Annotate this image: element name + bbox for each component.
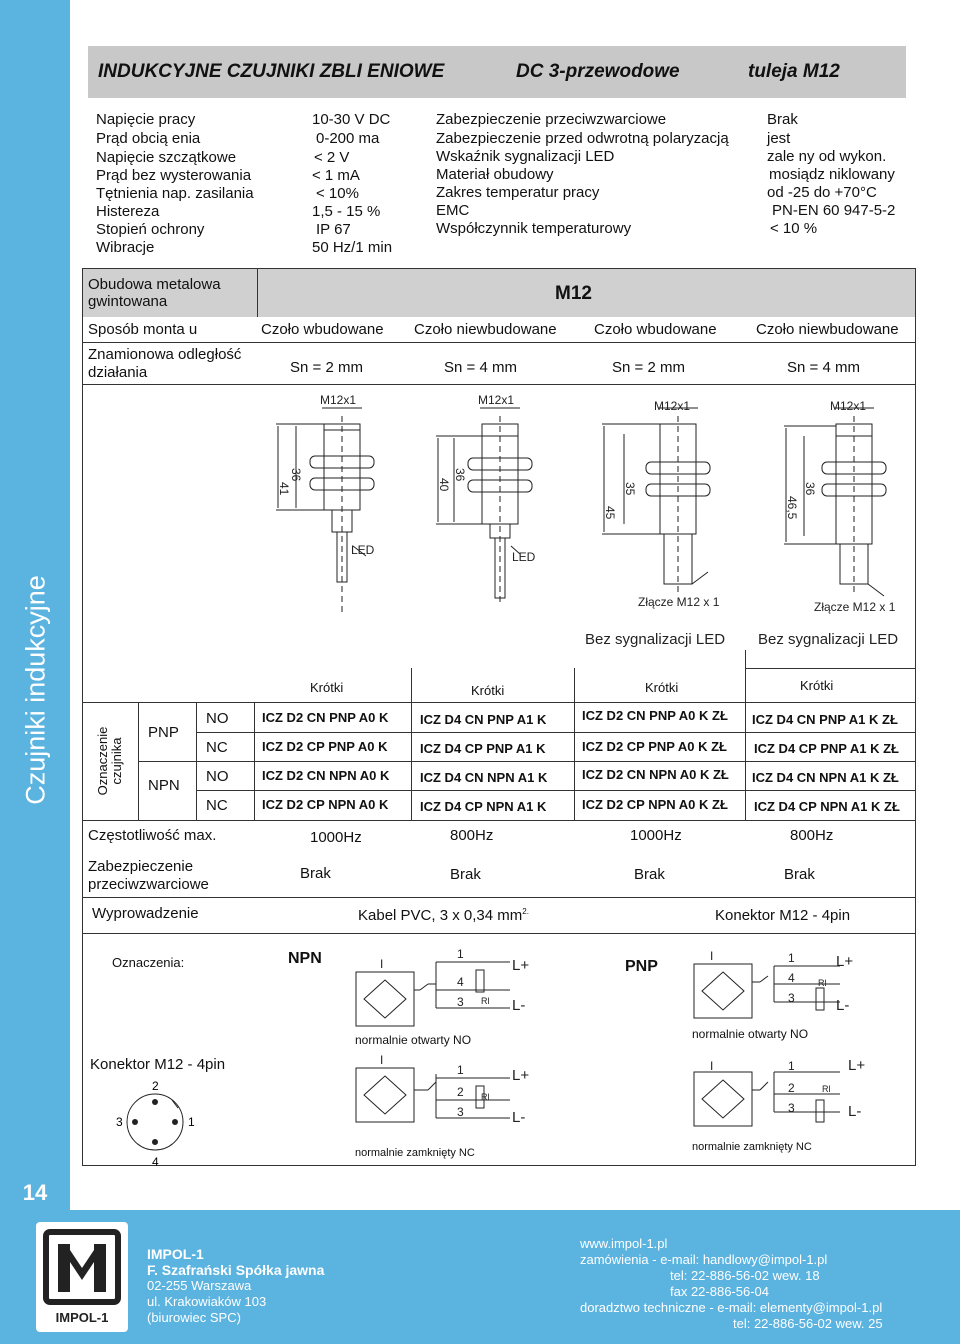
pin-label: 3 xyxy=(788,991,795,1005)
orders-email[interactable]: zamówienia - e-mail: handlowy@impol-1.pl xyxy=(580,1252,828,1267)
divider xyxy=(83,933,915,934)
product-code: ICZ D2 CP PNP A0 K xyxy=(262,739,388,754)
mounting-value: Czoło wbudowane xyxy=(594,321,717,338)
pin-label: 1 xyxy=(457,947,464,961)
spec-value: 1,5 - 15 % xyxy=(312,203,381,220)
mounting-label: Sposób monta u xyxy=(88,321,198,338)
divider xyxy=(83,897,915,898)
product-code: ICZ D2 CN NPN A0 K xyxy=(262,768,390,783)
dim-label: 45 xyxy=(603,506,617,520)
title-bar xyxy=(88,46,906,98)
range-value: Sn = 2 mm xyxy=(612,359,685,376)
pin-number: 4 xyxy=(152,1155,159,1169)
npn-label: NPN xyxy=(148,777,180,794)
connector-note: Złącze M12 x 1 xyxy=(814,600,896,614)
divider xyxy=(196,790,915,791)
company-logo xyxy=(36,1222,128,1332)
mounting-value: Czoło wbudowane xyxy=(261,321,384,338)
diagram-label-i: I xyxy=(710,1059,714,1073)
divider xyxy=(745,668,915,669)
short-label: Krótki xyxy=(800,678,834,693)
short-label: Krótki xyxy=(471,683,505,698)
product-code: ICZ D4 CN PNP A1 K xyxy=(420,712,547,727)
diagram-label-i: I xyxy=(380,1053,384,1067)
pin-label: 1 xyxy=(788,951,795,965)
divider xyxy=(83,342,915,343)
spec-value: 0-200 ma xyxy=(316,130,380,147)
advice-email[interactable]: doradztwo techniczne - e-mail: elementy@impol-1.pl xyxy=(580,1300,883,1315)
product-code: ICZ D4 CN NPN A1 K ZŁ xyxy=(752,770,899,785)
connector-label: Konektor M12 - 4pin xyxy=(90,1056,226,1073)
divider xyxy=(745,650,746,820)
company-street: ul. Krakowiaków 103 xyxy=(147,1294,267,1309)
spec-value: PN-EN 60 947-5-2 xyxy=(772,202,896,219)
rl-label: Rl xyxy=(822,1084,831,1094)
short-label: Krótki xyxy=(310,680,344,695)
designation-label xyxy=(84,704,136,818)
company-name: IMPOL-1 xyxy=(147,1246,204,1262)
connector-note: Złącze M12 x 1 xyxy=(638,595,720,609)
freq-value: 1000Hz xyxy=(630,827,682,844)
lead-cable-sup: 2. xyxy=(522,907,529,916)
pnp-nc-diagram xyxy=(694,1072,840,1126)
divider xyxy=(196,732,915,733)
company-full-name: F. Szafrański Spółka jawna xyxy=(147,1262,325,1278)
protection-value: Brak xyxy=(300,865,331,882)
led-label: LED xyxy=(351,543,375,557)
npn-no-diagram xyxy=(356,962,510,1026)
nc-caption: normalnie zamknięty NC xyxy=(692,1141,812,1153)
diagram-label-i: I xyxy=(710,949,714,963)
pin-number: 1 xyxy=(188,1115,195,1129)
spec-value: < 10% xyxy=(316,185,359,202)
spec-label: Wibracje xyxy=(96,239,155,256)
freq-label: Częstotliwość max. xyxy=(88,827,217,844)
dim-label: 35 xyxy=(623,482,637,496)
page-subtitle: DC 3-przewodowe xyxy=(516,61,680,82)
freq-value: 1000Hz xyxy=(310,829,362,846)
no-label: NO xyxy=(206,710,229,727)
lminus-label: L- xyxy=(512,997,526,1014)
protection-value: Brak xyxy=(450,866,481,883)
led-label: LED xyxy=(512,550,536,564)
nc-caption: normalnie zamknięty NC xyxy=(355,1147,475,1159)
spec-label: EMC xyxy=(436,202,470,219)
product-code: ICZ D2 CN NPN A0 K ZŁ xyxy=(582,767,729,782)
no-caption: normalnie otwarty NO xyxy=(355,1033,472,1047)
spec-label: Współczynnik temperaturowy xyxy=(436,220,632,237)
range-value: Sn = 4 mm xyxy=(787,359,860,376)
company-building: (biurowiec SPC) xyxy=(147,1310,241,1325)
freq-value: 800Hz xyxy=(790,827,834,844)
spec-label: Zabezpieczenie przed odwrotną polaryzacją xyxy=(436,130,729,147)
rl-label: Rl xyxy=(818,978,827,988)
range-label: Znamionowa odległość działania xyxy=(88,346,242,381)
protection-label: Zabezpieczenie przeciwzwarciowe xyxy=(88,858,209,893)
no-label: NO xyxy=(206,768,229,785)
divider xyxy=(83,702,915,703)
spec-value: < 1 mA xyxy=(312,167,360,184)
company-postcode: 02-255 Warszawa xyxy=(147,1278,252,1293)
divider xyxy=(83,820,915,821)
orders-phone: tel: 22-886-56-02 wew. 18 xyxy=(670,1268,820,1283)
short-label: Krótki xyxy=(645,680,679,695)
thread-label: M12x1 xyxy=(320,393,357,407)
lminus-label: L- xyxy=(512,1109,526,1126)
spec-value: 10-30 V DC xyxy=(312,111,391,128)
lplus-label: L+ xyxy=(512,957,530,974)
connector-pinout xyxy=(110,1078,210,1170)
nc-label: NC xyxy=(206,739,228,756)
pin-number: 2 xyxy=(152,1079,159,1093)
product-code: ICZ D4 CN PNP A1 K ZŁ xyxy=(752,712,898,727)
pnp-no-diagram xyxy=(694,964,840,1018)
no-led-note: Bez sygnalizacji LED xyxy=(585,631,726,648)
spec-value: < 10 % xyxy=(770,220,818,237)
spec-value: IP 67 xyxy=(316,221,351,238)
size-label: M12 xyxy=(555,283,592,304)
spec-value: Brak xyxy=(767,111,798,128)
spec-label: Napięcie pracy xyxy=(96,111,196,128)
no-led-note: Bez sygnalizacji LED xyxy=(758,631,899,648)
nc-label: NC xyxy=(206,797,228,814)
pnp-title: PNP xyxy=(625,958,658,975)
spec-label: Napięcie szczątkowe xyxy=(96,149,237,166)
product-code: ICZ D4 CP NPN A1 K xyxy=(420,799,547,814)
lead-label: Wyprowadzenie xyxy=(92,905,199,922)
page-number: 14 xyxy=(22,1180,48,1205)
spec-label: Tętnienia nap. zasilania xyxy=(96,185,254,202)
dim-label: 46,5 xyxy=(785,496,799,520)
lead-connector: Konektor M12 - 4pin xyxy=(715,907,851,924)
divider xyxy=(83,384,915,385)
page-title: INDUKCYJNE CZUJNIKI ZBLI ENIOWE xyxy=(98,61,445,82)
thread-label: M12x1 xyxy=(830,399,867,413)
range-value: Sn = 4 mm xyxy=(444,359,517,376)
dim-label: 40 xyxy=(437,478,451,492)
sensor-drawing-2 xyxy=(436,408,532,606)
housing-label: Obudowa metalowa gwintowana xyxy=(88,276,221,310)
freq-value: 800Hz xyxy=(450,827,494,844)
spec-label: Histereza xyxy=(96,203,160,220)
product-code: ICZ D4 CN NPN A1 K xyxy=(420,770,548,785)
divider xyxy=(411,668,412,820)
lminus-label: L- xyxy=(848,1103,862,1120)
designation-label-text: Oznaczenie czujnika xyxy=(95,726,124,796)
dim-label: 41 xyxy=(277,482,291,496)
logo-text: IMPOL-1 xyxy=(55,1310,109,1325)
mounting-value: Czoło niewbudowane xyxy=(414,321,557,338)
range-value: Sn = 2 mm xyxy=(290,359,363,376)
sensor-drawing-1 xyxy=(276,408,374,616)
pin-label: 1 xyxy=(788,1059,795,1073)
rl-label: Rl xyxy=(481,996,490,1006)
pin-label: 4 xyxy=(788,971,795,985)
spec-value: 50 Hz/1 min xyxy=(312,239,393,256)
no-caption: normalnie otwarty NO xyxy=(692,1027,809,1041)
pin-label: 2 xyxy=(788,1081,795,1095)
pin-number: 3 xyxy=(116,1115,123,1129)
product-code: ICZ D2 CP NPN A0 K xyxy=(262,797,389,812)
product-code: ICZ D2 CP NPN A0 K ZŁ xyxy=(582,797,728,812)
protection-value: Brak xyxy=(784,866,815,883)
pin-label: 4 xyxy=(457,975,464,989)
spec-value: od -25 do +70°C xyxy=(767,184,877,201)
thread-label: M12x1 xyxy=(478,393,515,407)
spec-value: zale ny od wykon. xyxy=(767,148,887,165)
website-link[interactable]: www.impol-1.pl xyxy=(580,1236,668,1251)
rl-label: Rl xyxy=(481,1092,490,1102)
diagram-label-i: I xyxy=(380,957,384,971)
spec-label: Zabezpieczenie przeciwzwarciowe xyxy=(436,111,667,128)
product-code: ICZ D2 CP PNP A0 K ZŁ xyxy=(582,739,727,754)
logo-icon xyxy=(36,1222,128,1332)
product-code: ICZ D4 CP NPN A1 K ZŁ xyxy=(754,799,900,814)
pnp-label: PNP xyxy=(148,724,179,741)
protection-value: Brak xyxy=(634,866,665,883)
divider xyxy=(138,761,915,762)
dim-label: 36 xyxy=(803,482,817,496)
divider xyxy=(574,668,575,820)
product-code: ICZ D2 CN PNP A0 K xyxy=(262,710,389,725)
pin-label: 2 xyxy=(457,1085,464,1099)
spec-label: Prąd obcią enia xyxy=(96,130,201,147)
lminus-label: L- xyxy=(836,997,850,1014)
dim-label: 36 xyxy=(289,468,303,482)
spec-value: jest xyxy=(767,130,791,147)
lead-cable-text: Kabel PVC, 3 x 0,34 mm xyxy=(358,907,523,924)
mounting-value: Czoło niewbudowane xyxy=(756,321,899,338)
page-variant: tuleja M12 xyxy=(748,61,840,82)
legend-label: Oznaczenia: xyxy=(112,955,185,970)
thread-label: M12x1 xyxy=(654,399,691,413)
lplus-label: L+ xyxy=(512,1067,530,1084)
pin-label: 3 xyxy=(788,1101,795,1115)
divider xyxy=(257,269,258,317)
spec-label: Stopień ochrony xyxy=(96,221,205,238)
spec-label: Zakres temperatur pracy xyxy=(436,184,600,201)
product-code: ICZ D4 CP PNP A1 K xyxy=(420,741,546,756)
fax-number: fax 22-886-56-04 xyxy=(670,1284,770,1299)
spec-value: mosiądz niklowany xyxy=(769,166,895,183)
sensor-drawings xyxy=(258,386,918,660)
npn-title: NPN xyxy=(288,950,322,967)
pin-label: 3 xyxy=(457,995,464,1009)
product-code: ICZ D2 CN PNP A0 K ZŁ xyxy=(582,708,728,723)
sensor-drawing-3 xyxy=(602,408,710,596)
side-category xyxy=(6,540,66,840)
spec-label: Wskaźnik sygnalizacji LED xyxy=(436,148,615,165)
side-category-label: Czujniki indukcyjne xyxy=(20,575,51,805)
lead-cable xyxy=(358,907,529,924)
lplus-label: L+ xyxy=(836,953,854,970)
lplus-label: L+ xyxy=(848,1057,866,1074)
product-code: ICZ D4 CP PNP A1 K ZŁ xyxy=(754,741,899,756)
spec-value: < 2 V xyxy=(314,149,350,166)
advice-phone: tel: 22-886-56-02 wew. 25 xyxy=(733,1316,883,1331)
spec-label: Materiał obudowy xyxy=(436,166,554,183)
pin-label: 3 xyxy=(457,1105,464,1119)
wiring-diagrams xyxy=(340,940,900,1160)
pin-label: 1 xyxy=(457,1063,464,1077)
spec-label: Prąd bez wysterowania xyxy=(96,167,252,184)
dim-label: 36 xyxy=(453,468,467,482)
